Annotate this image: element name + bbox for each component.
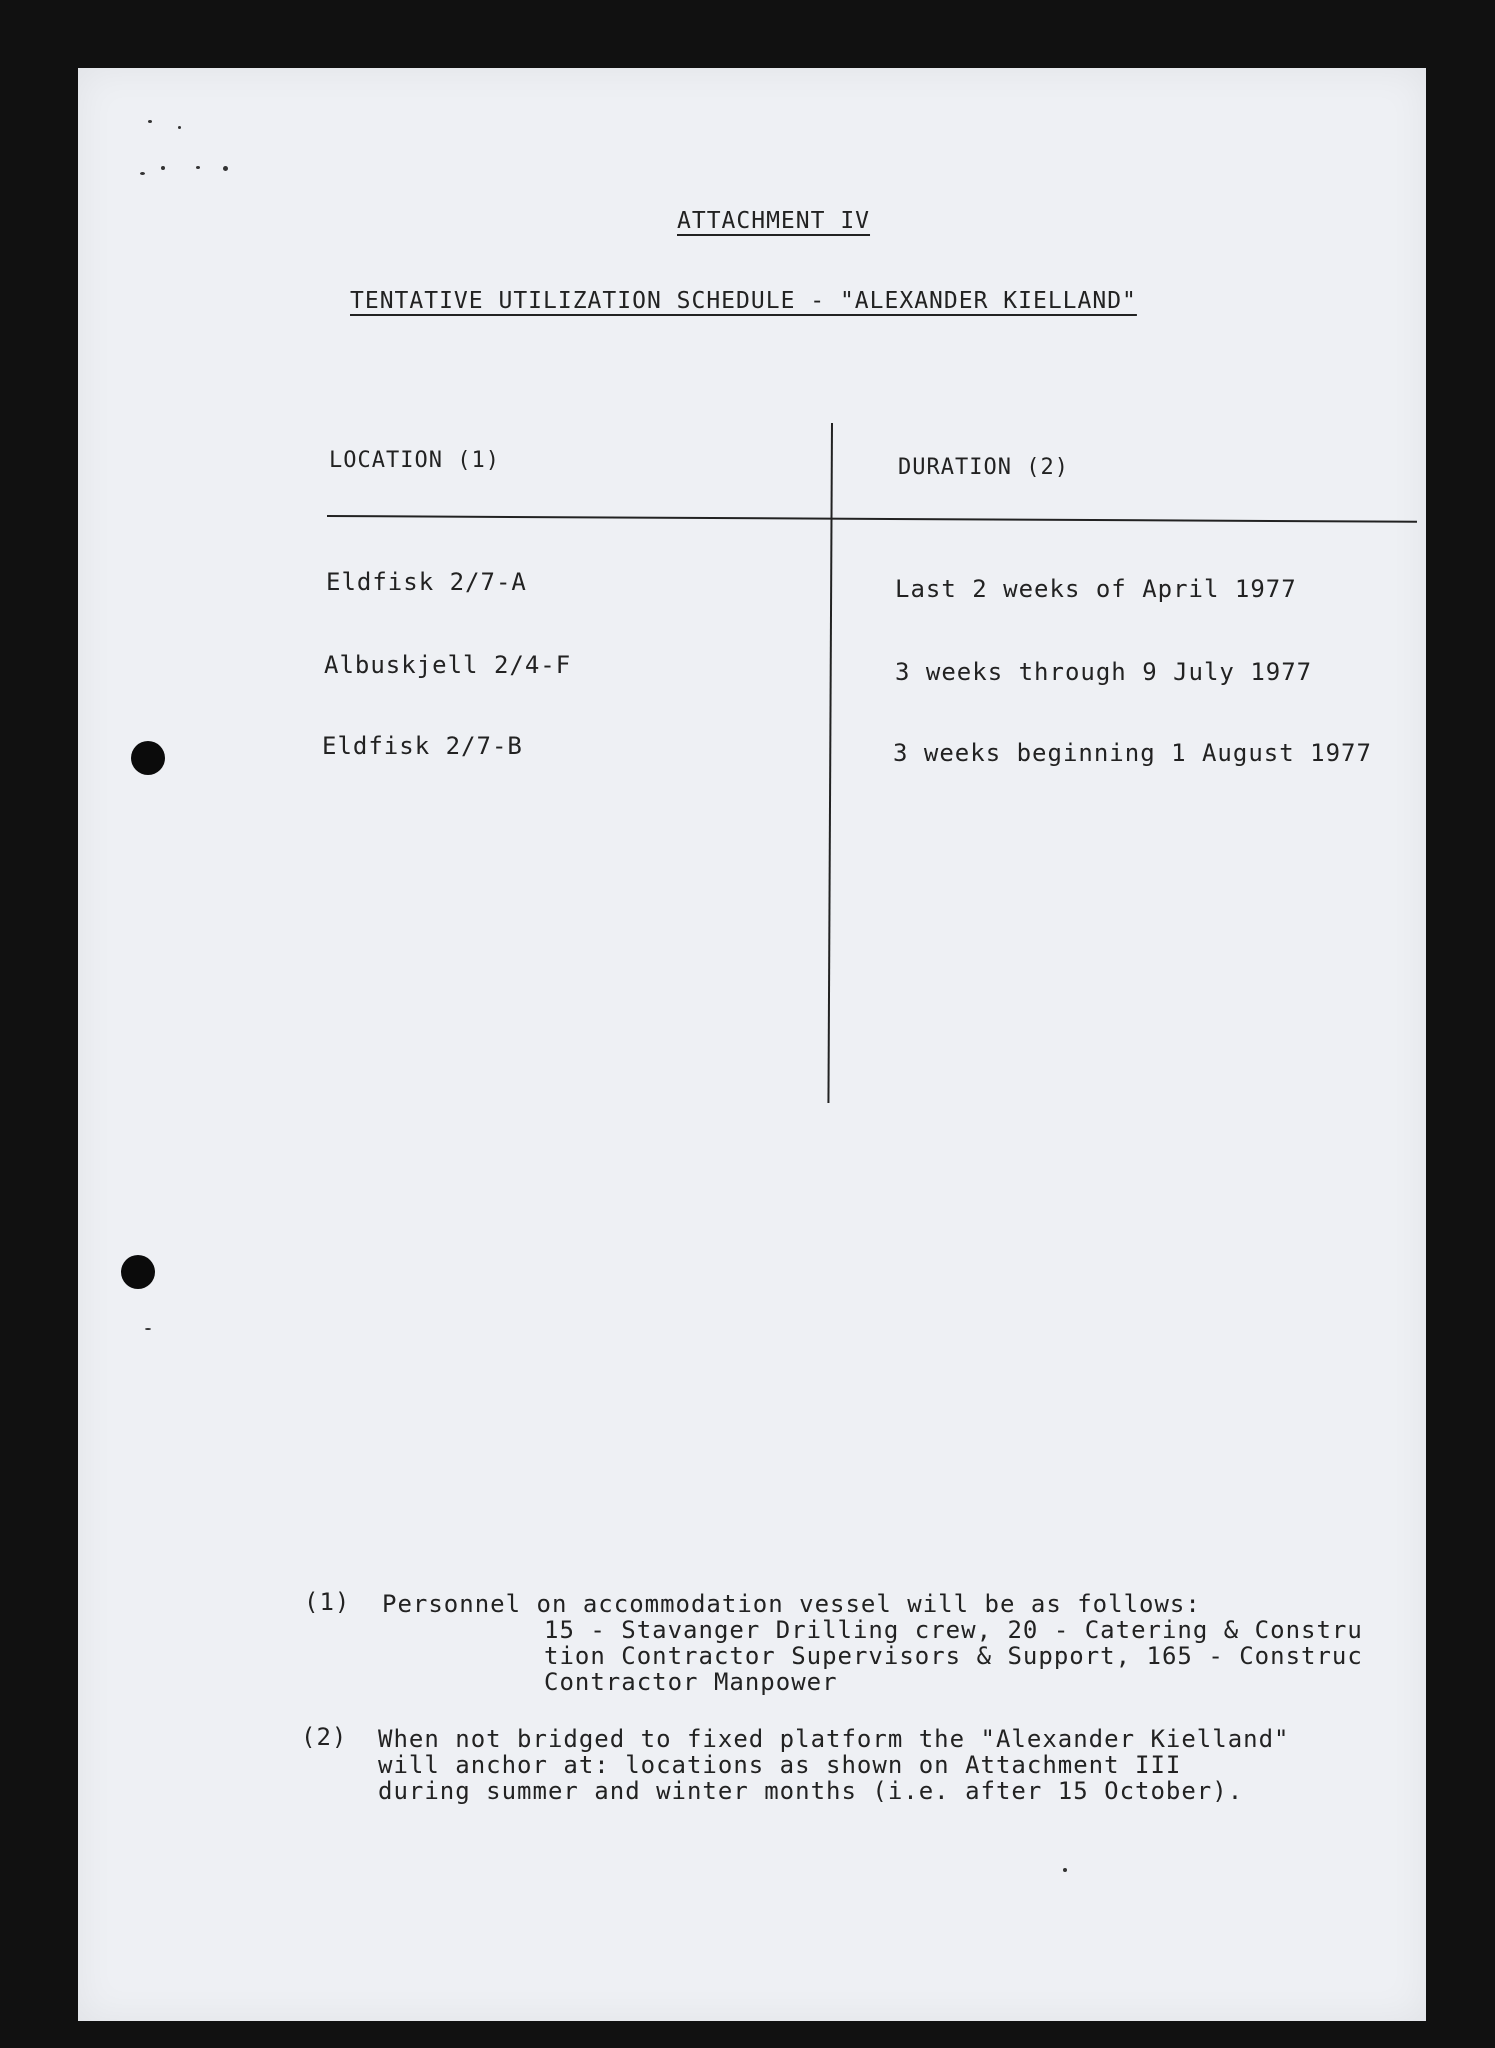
footnote-line: 15 - Stavanger Drilling crew, 20 - Catering & Constru [544,1616,1363,1644]
speck-mark [196,166,200,169]
duration-column-header: DURATION (2) [898,455,1069,480]
footnote-line: during summer and winter months (i.e. after 15 October). [378,1777,1244,1805]
table-row-location: Eldfisk 2/7-A [326,568,527,596]
table-header-rule [327,515,1417,523]
table-row-duration: 3 weeks through 9 July 1977 [895,658,1313,686]
footnote-marker: (1) [304,1588,351,1616]
speck-mark [161,166,165,170]
speck-mark [223,166,228,171]
footnote-line: Personnel on accommodation vessel will be as follows: [382,1590,1201,1618]
speck-mark [140,172,145,175]
footnote-marker: (2) [301,1723,348,1751]
speck-mark [145,1328,151,1330]
footnote-line: will anchor at: locations as shown on Attachment III [378,1751,1182,1779]
speck-mark [148,120,152,123]
footnote-line: When not bridged to fixed platform the "Alexander Kielland" [378,1725,1290,1753]
schedule-title: TENTATIVE UTILIZATION SCHEDULE - "ALEXANDER KIELLAND" [350,288,1137,314]
document-page [78,68,1426,2021]
speck-mark [1063,1868,1067,1872]
attachment-title: ATTACHMENT IV [677,208,871,234]
table-row-duration: Last 2 weeks of April 1977 [895,575,1297,603]
table-row-location: Albuskjell 2/4-F [324,651,572,679]
speck-mark [178,126,181,129]
binder-hole-bottom [121,1255,155,1289]
table-column-divider [827,423,833,1103]
table-row-duration: 3 weeks beginning 1 August 1977 [893,739,1372,767]
location-column-header: LOCATION (1) [329,448,500,473]
footnote-line: tion Contractor Supervisors & Support, 165 - Construc [544,1642,1363,1670]
table-row-location: Eldfisk 2/7-B [322,732,523,760]
footnote-line: Contractor Manpower [544,1668,838,1696]
binder-hole-top [131,741,165,775]
